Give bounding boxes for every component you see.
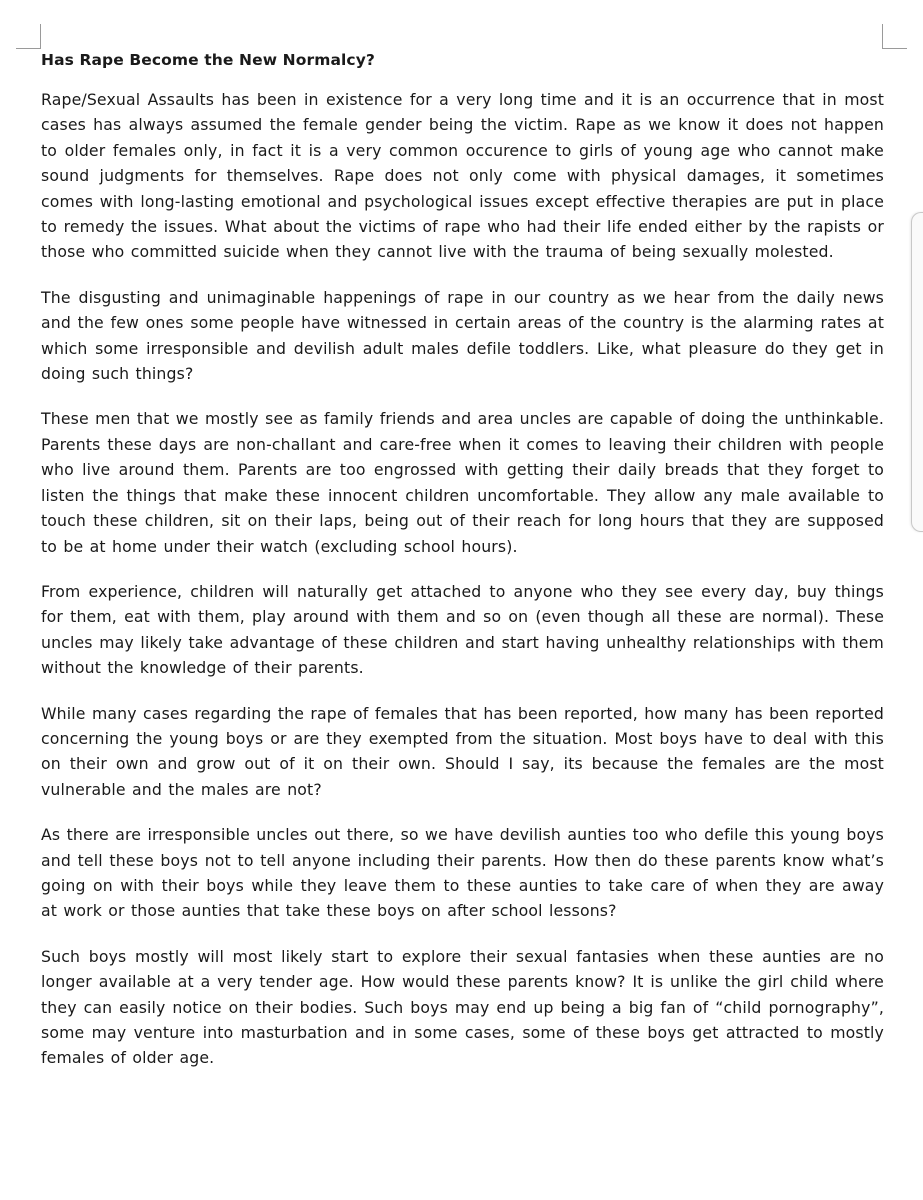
paragraph-1: Rape/Sexual Assaults has been in existence for a very long time and it is an occurrence that in most cases has always assumed the female gender being the victim. Rape as we know it does not happen to older females only, in fact it is a very common occurence to girls of young age who cannot make sound judgments for themselves. Rape does not only come with physical damages, it sometimes comes with long-lasting emotional and psychological issues except effective therapies are put in place to remedy the issues. What about the victims of rape who had their life ended either by the rapists or those who committed suicide when they cannot live with the trauma of being sexually molested. bbox=[41, 90, 884, 262]
document-body[interactable] bbox=[41, 49, 884, 1091]
document-title: Has Rape Become the New Normalcy? bbox=[41, 51, 375, 69]
paragraph-6: As there are irresponsible uncles out there, so we have devilish aunties too who defile this young boys and tell these boys not to tell anyone including their parents. How then do these parents know what’s going on with their boys while they leave them to these aunties to take care of when they are away at work or those aunties that take these boys on after school lessons? bbox=[41, 825, 884, 921]
paragraph-4: From experience, children will naturally get attached to anyone who they see every day, buy things for them, eat with them, play around with them and so on (even though all these are normal). These uncles may likely take advantage of these children and start having unhealthy relationships with them without the knowledge of their parents. bbox=[41, 581, 884, 678]
page-margin-corner-top-right bbox=[882, 24, 907, 49]
paragraph-2: The disgusting and unimaginable happenings of rape in our country as we hear from the daily news and the few ones some people have witnessed in certain areas of the country is the alarming rates at which some irresponsible and devilish adult males defile toddlers. Like, what pleasure do they get in doing such things? bbox=[41, 287, 884, 384]
page-margin-corner-top-left bbox=[16, 24, 41, 49]
paragraph-3: These men that we mostly see as family friends and area uncles are capable of doing the unthinkable. Parents these days are non-challant and care-free when it comes to leaving their children with people who live around them. Parents are too engrossed with getting their daily breads that they forget to listen the things that make these innocent children uncomfortable. They allow any male available to touch these children, sit on their laps, being out of their reach for long hours that they are supposed to be at home under their watch (excluding school hours). bbox=[41, 409, 884, 556]
scrollbar-handle[interactable] bbox=[911, 212, 923, 532]
paragraph-7: Such boys mostly will most likely start to explore their sexual fantasies when these aunties are no longer available at a very tender age. How would these parents know? It is unlike the girl child where they can easily notice on their bodies. Such boys may end up being a big fan of “child pornography”, some may venture into masturbation and in some cases, some of these boys get attracted to mostly females of older age. bbox=[41, 946, 884, 1068]
paragraph-5: While many cases regarding the rape of females that has been reported, how many has been reported concerning the young boys or are they exempted from the situation. Most boys have to deal with this on their own and grow out of it on their own. Should I say, its because the females are the most vulnerable and the males are not? bbox=[41, 703, 884, 799]
